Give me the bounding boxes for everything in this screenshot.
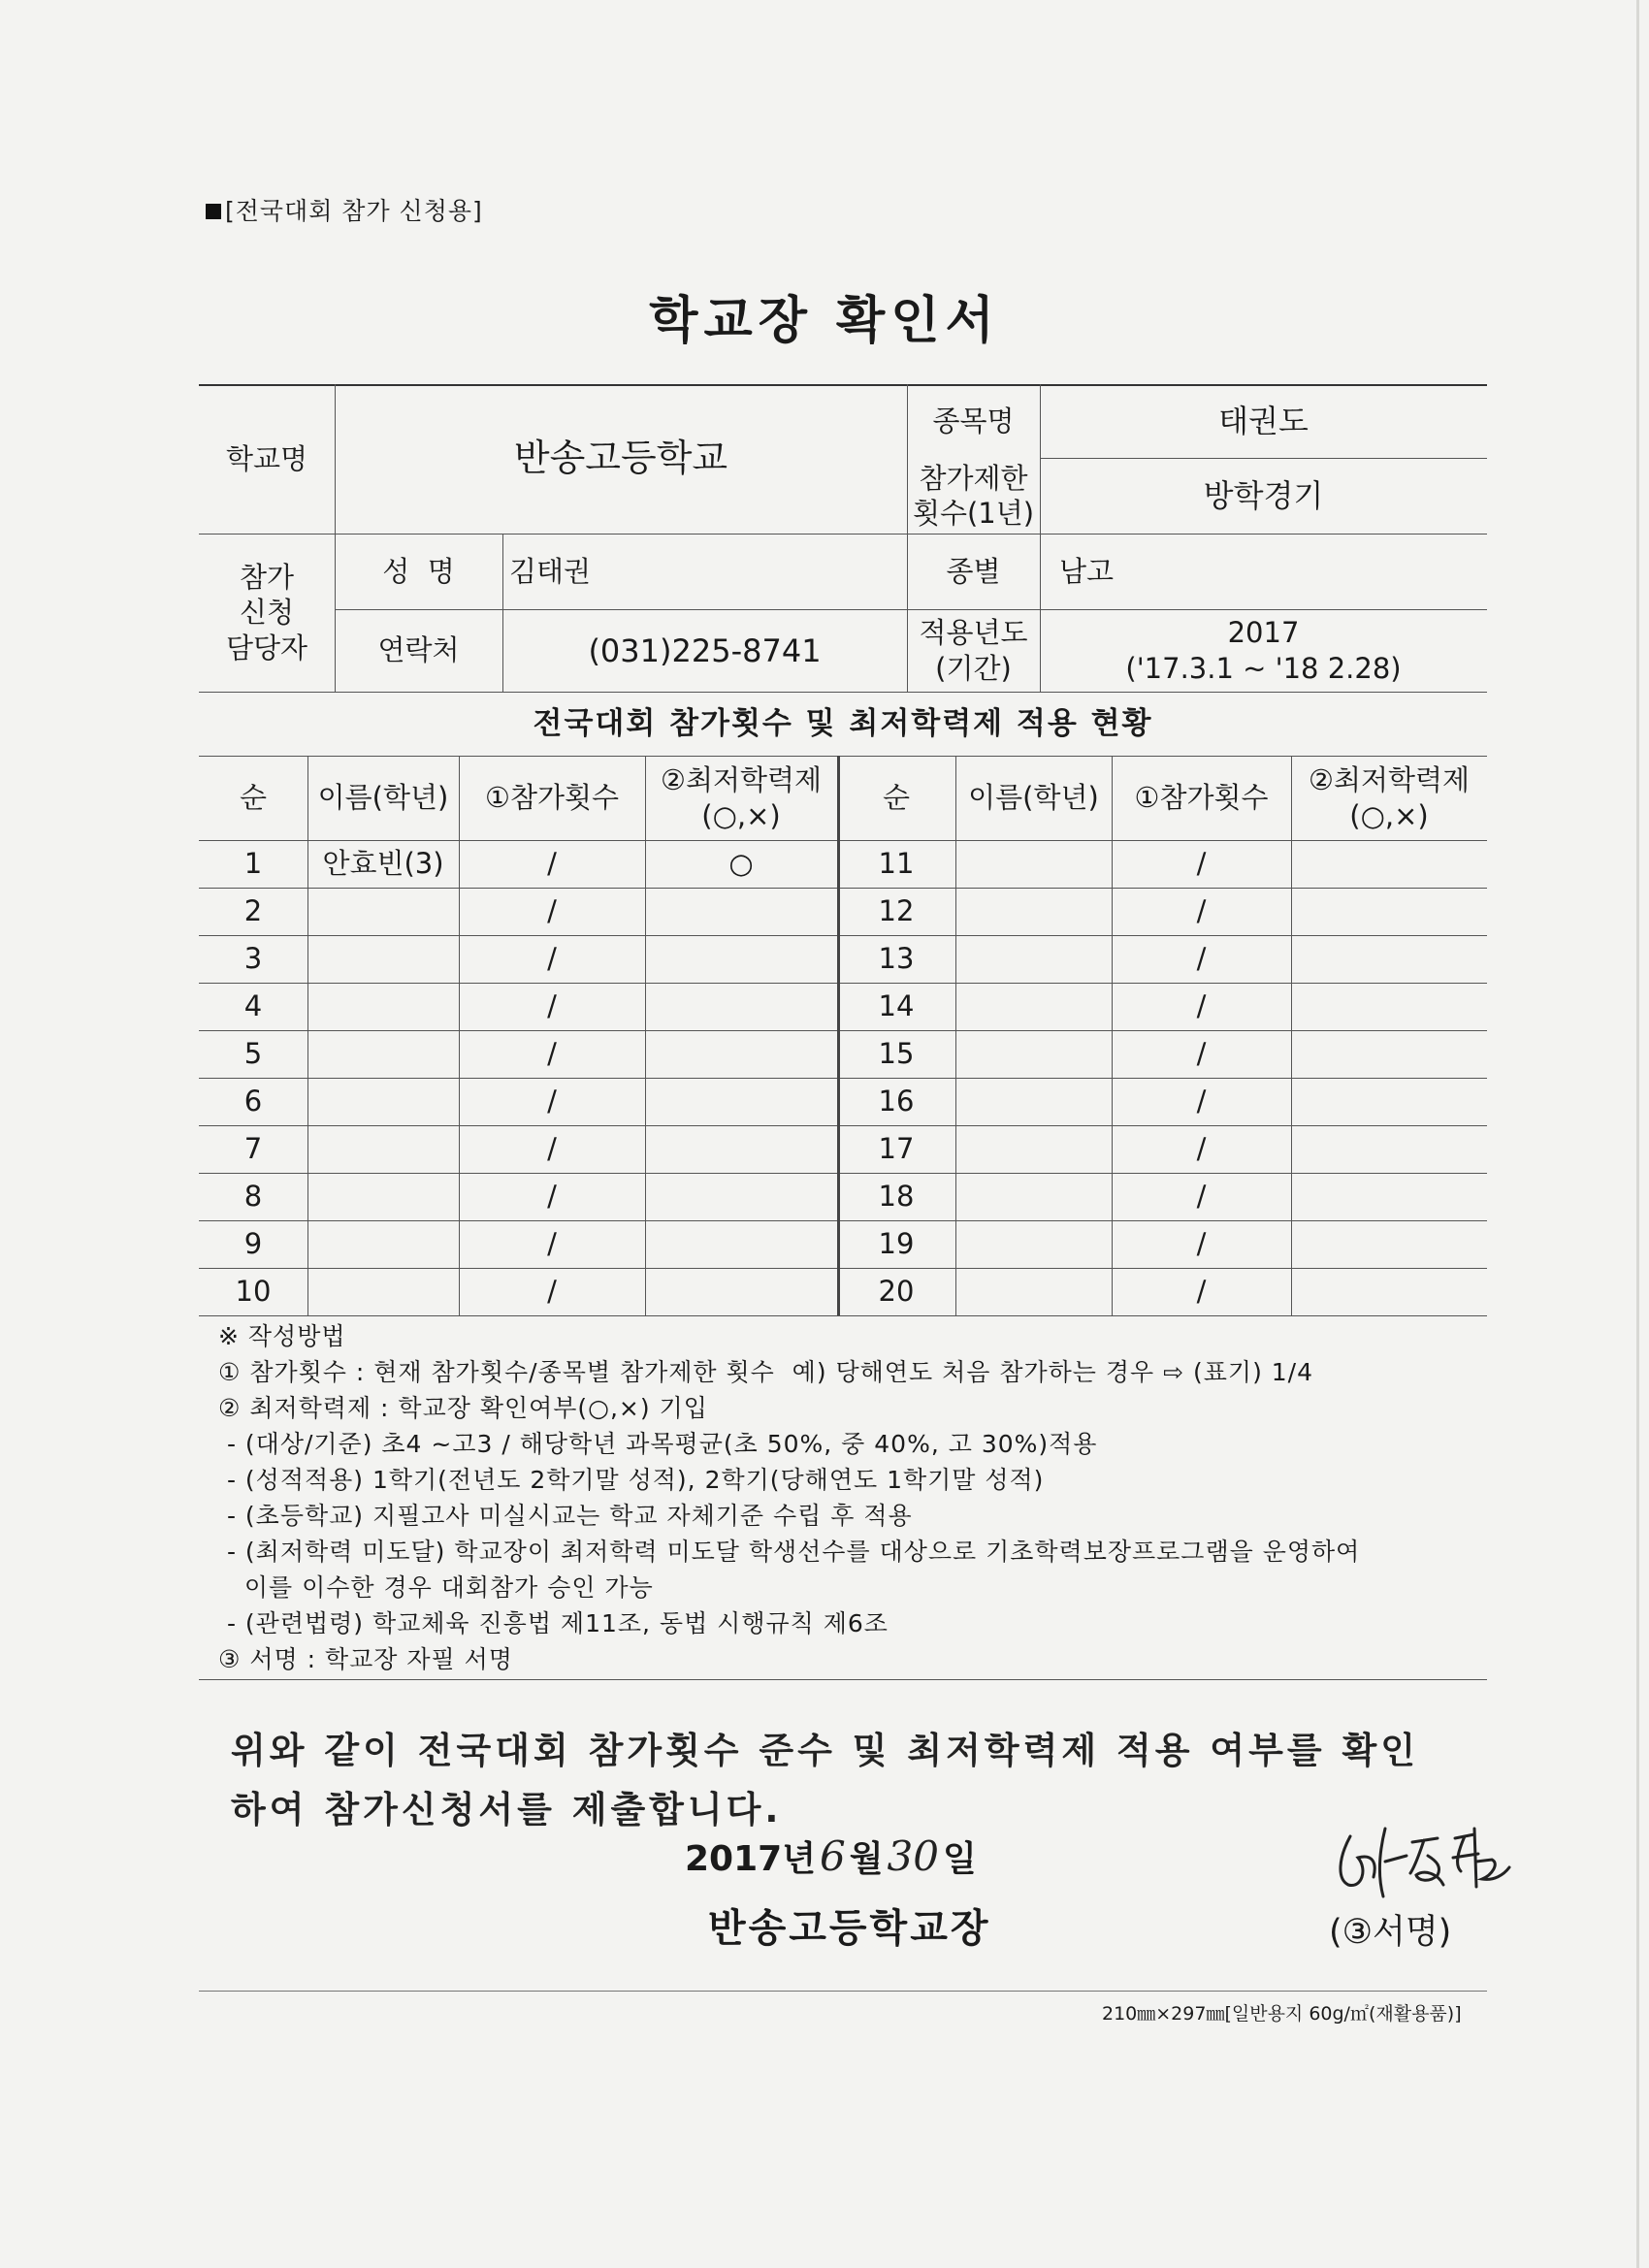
row-min-academic-mark — [645, 935, 837, 983]
header-no-left: 순 — [239, 781, 267, 815]
principal-signature — [1329, 1819, 1513, 1916]
document-title: 학교장 확인서 — [649, 292, 1000, 350]
submission-date — [685, 1831, 977, 1881]
name-value: 김태권 — [509, 554, 592, 588]
instruction-line: - (초등학교) 지필고사 미실시교는 학교 자체기준 수립 후 적용 — [218, 1502, 913, 1530]
row-number: 9 — [243, 1227, 263, 1261]
event-label: 종목명 — [932, 404, 1015, 437]
signature-label: (③서명) — [1329, 1913, 1452, 1952]
limit-label-line2: 횟수(1년) — [912, 497, 1035, 530]
instruction-line: ① 참가횟수 : 현재 참가횟수/종목별 참가제한 횟수 예) 당해연도 처음 참가하는 경우 ⇨ (표기) 1/4 — [218, 1358, 1314, 1386]
instruction-line: - (최저학력 미도달) 학교장이 최저학력 미도달 학생선수를 대상으로 기초학력보장프로그램을 운영하여 — [218, 1538, 1361, 1566]
applicant-label-line1: 참가 — [239, 561, 295, 595]
row-number: 18 — [878, 1180, 915, 1214]
date-month-handwritten: 6 — [819, 1832, 846, 1880]
instruction-line: ② 최저학력제 : 학교장 확인여부(○,×) 기입 — [218, 1394, 708, 1422]
notes-bottom-border — [199, 1679, 1487, 1680]
row-name — [307, 888, 459, 935]
square-bullet-icon — [206, 204, 221, 219]
row-number: 16 — [878, 1085, 915, 1118]
row-name — [955, 983, 1112, 1030]
applicant-label-line2: 신청 — [239, 596, 295, 630]
row-participation-count: / — [547, 1275, 557, 1309]
row-number: 6 — [243, 1085, 263, 1118]
year-value-line1: 2017 — [1227, 616, 1300, 650]
header-min-line2: (○,×) — [1349, 798, 1429, 832]
row-participation-count: / — [547, 1037, 557, 1071]
row-participation-count: / — [1196, 1180, 1207, 1214]
year-label — [907, 609, 1040, 692]
row-name — [307, 1030, 459, 1078]
header-name-right: 이름(학년) — [968, 781, 1099, 815]
event-value: 태권도 — [1218, 403, 1309, 439]
row-min-academic-mark — [1291, 888, 1487, 935]
form-type-tag — [206, 192, 483, 227]
row-participation-count: / — [547, 894, 557, 928]
instruction-line: ※ 작성방법 — [218, 1322, 346, 1350]
form-type-text: [전국대회 참가 신청용] — [225, 197, 483, 225]
row-participation-count: / — [547, 1132, 557, 1166]
footer-line — [199, 1991, 1487, 1992]
row-min-academic-mark — [645, 1268, 837, 1315]
date-day-unit: 일 — [942, 1839, 977, 1879]
row-min-academic-mark — [1291, 1268, 1487, 1315]
row-participation-count: / — [1196, 1037, 1207, 1071]
school-label: 학교명 — [225, 441, 308, 475]
row-number: 4 — [243, 989, 263, 1023]
row-name — [955, 1078, 1112, 1125]
row-min-academic-mark — [645, 1078, 837, 1125]
row-participation-count: / — [547, 1227, 557, 1261]
header-min-line1: ②최저학력제 — [660, 763, 823, 797]
instruction-line: ③ 서명 : 학교장 자필 서명 — [218, 1645, 513, 1673]
row-name — [955, 1220, 1112, 1268]
header-min-right — [1291, 756, 1487, 840]
row-min-academic-mark — [1291, 1220, 1487, 1268]
contact-value: (031)225-8741 — [588, 632, 822, 669]
row-participation-count: / — [1196, 894, 1207, 928]
name-label: 성 명 — [382, 554, 455, 588]
applicant-label — [199, 534, 335, 692]
row-participation-count: / — [547, 1180, 557, 1214]
year-value — [1040, 609, 1487, 692]
row-participation-count: / — [1196, 1132, 1207, 1166]
row-name — [307, 935, 459, 983]
row-min-academic-mark — [1291, 983, 1487, 1030]
row-name — [307, 983, 459, 1030]
date-day-handwritten: 30 — [887, 1832, 939, 1880]
row-min-academic-mark — [645, 888, 837, 935]
row-name — [307, 1078, 459, 1125]
row-min-academic-mark — [1291, 840, 1487, 888]
limit-value: 방학경기 — [1203, 477, 1324, 514]
row-number: 15 — [878, 1037, 915, 1071]
row-number: 7 — [243, 1132, 263, 1166]
row-name: 안효빈(3) — [322, 847, 444, 881]
row-number: 2 — [243, 894, 263, 928]
row-min-academic-mark — [645, 1173, 837, 1220]
row-name — [955, 1173, 1112, 1220]
row-participation-count: / — [1196, 1275, 1207, 1309]
row-name — [955, 840, 1112, 888]
row-min-academic-mark — [645, 983, 837, 1030]
row-name — [307, 1220, 459, 1268]
row-min-academic-mark — [1291, 1030, 1487, 1078]
limit-label — [907, 458, 1040, 534]
row-name — [955, 935, 1112, 983]
row-min-academic-mark — [1291, 1125, 1487, 1173]
row-number: 3 — [243, 942, 263, 976]
instruction-line: - (관련법령) 학교체육 진흥법 제11조, 동법 시행규칙 제6조 — [218, 1609, 889, 1637]
row-number: 8 — [243, 1180, 263, 1214]
row-name — [307, 1268, 459, 1315]
paper-spec-footer: 210㎜×297㎜[일반용지 60g/㎡(재활용품)] — [1102, 2003, 1462, 2025]
row-number: 10 — [235, 1275, 272, 1309]
row-number: 5 — [243, 1037, 263, 1071]
row-participation-count: / — [547, 989, 557, 1023]
row-participation-count: / — [1196, 942, 1207, 976]
principal-title: 반송고등학교장 — [708, 1906, 991, 1951]
date-year: 2017년 — [685, 1839, 816, 1879]
header-min-left — [645, 756, 837, 840]
row-min-academic-mark: ○ — [728, 847, 754, 881]
row-name — [307, 1125, 459, 1173]
header-min-line2: (○,×) — [701, 798, 781, 832]
row-number: 11 — [878, 847, 915, 881]
school-value: 반송고등학교 — [513, 437, 728, 480]
row-name — [955, 1125, 1112, 1173]
row-participation-count: / — [547, 1085, 557, 1118]
year-value-line2: ('17.3.1 ~ '18 2.28) — [1125, 651, 1402, 685]
category-value: 남고 — [1059, 554, 1115, 588]
year-label-line1: 적용년도 — [919, 616, 1028, 650]
applicant-label-line3: 담당자 — [225, 631, 308, 664]
instruction-line: 이를 이수한 경우 대회참가 승인 가능 — [218, 1573, 654, 1602]
row-participation-count: / — [1196, 989, 1207, 1023]
category-label: 종별 — [946, 554, 1001, 588]
date-month-unit: 월 — [849, 1839, 884, 1879]
row-number: 12 — [878, 894, 915, 928]
header-name-left: 이름(학년) — [317, 781, 449, 815]
row-participation-count: / — [1196, 1085, 1207, 1118]
instruction-line: - (대상/기준) 초4 ~고3 / 해당학년 과목평균(초 50%, 중 40%, 고 30%)적용 — [218, 1430, 1098, 1458]
row-participation-count: / — [1196, 847, 1207, 881]
contact-label: 연락처 — [377, 633, 460, 667]
row-number: 13 — [878, 942, 915, 976]
header-no-right: 순 — [882, 781, 910, 815]
row-min-academic-mark — [1291, 935, 1487, 983]
row-name — [307, 1173, 459, 1220]
row-name — [955, 888, 1112, 935]
row-min-academic-mark — [645, 1220, 837, 1268]
limit-label-line1: 참가제한 — [919, 461, 1028, 495]
row-participation-count: / — [547, 942, 557, 976]
row-min-academic-mark — [1291, 1173, 1487, 1220]
status-table-title: 전국대회 참가횟수 및 최저학력제 적용 현황 — [533, 705, 1153, 741]
row-name — [955, 1268, 1112, 1315]
declaration-line-1: 위와 같이 전국대회 참가횟수 준수 및 최저학력제 적용 여부를 확인 — [231, 1730, 1419, 1771]
row-min-academic-mark — [1291, 1078, 1487, 1125]
row-participation-count: / — [1196, 1227, 1207, 1261]
row-min-academic-mark — [645, 1030, 837, 1078]
row-min-academic-mark — [645, 1125, 837, 1173]
row-participation-count: / — [547, 847, 557, 881]
instruction-line: - (성적적용) 1학기(전년도 2학기말 성적), 2학기(당해연도 1학기말 성적) — [218, 1466, 1045, 1494]
row-number: 20 — [878, 1275, 915, 1309]
header-count-left: ①참가횟수 — [484, 781, 620, 815]
writing-instructions — [218, 1318, 1360, 1677]
status-table-row-border — [199, 1315, 1487, 1316]
row-number: 17 — [878, 1132, 915, 1166]
row-name — [955, 1030, 1112, 1078]
declaration-line-2: 하여 참가신청서를 제출합니다. — [231, 1789, 783, 1831]
year-label-line2: (기간) — [935, 651, 1012, 685]
row-number: 14 — [878, 989, 915, 1023]
header-count-right: ①참가횟수 — [1134, 781, 1269, 815]
row-number: 1 — [243, 847, 263, 881]
row-number: 19 — [878, 1227, 915, 1261]
header-min-line1: ②최저학력제 — [1308, 763, 1471, 797]
